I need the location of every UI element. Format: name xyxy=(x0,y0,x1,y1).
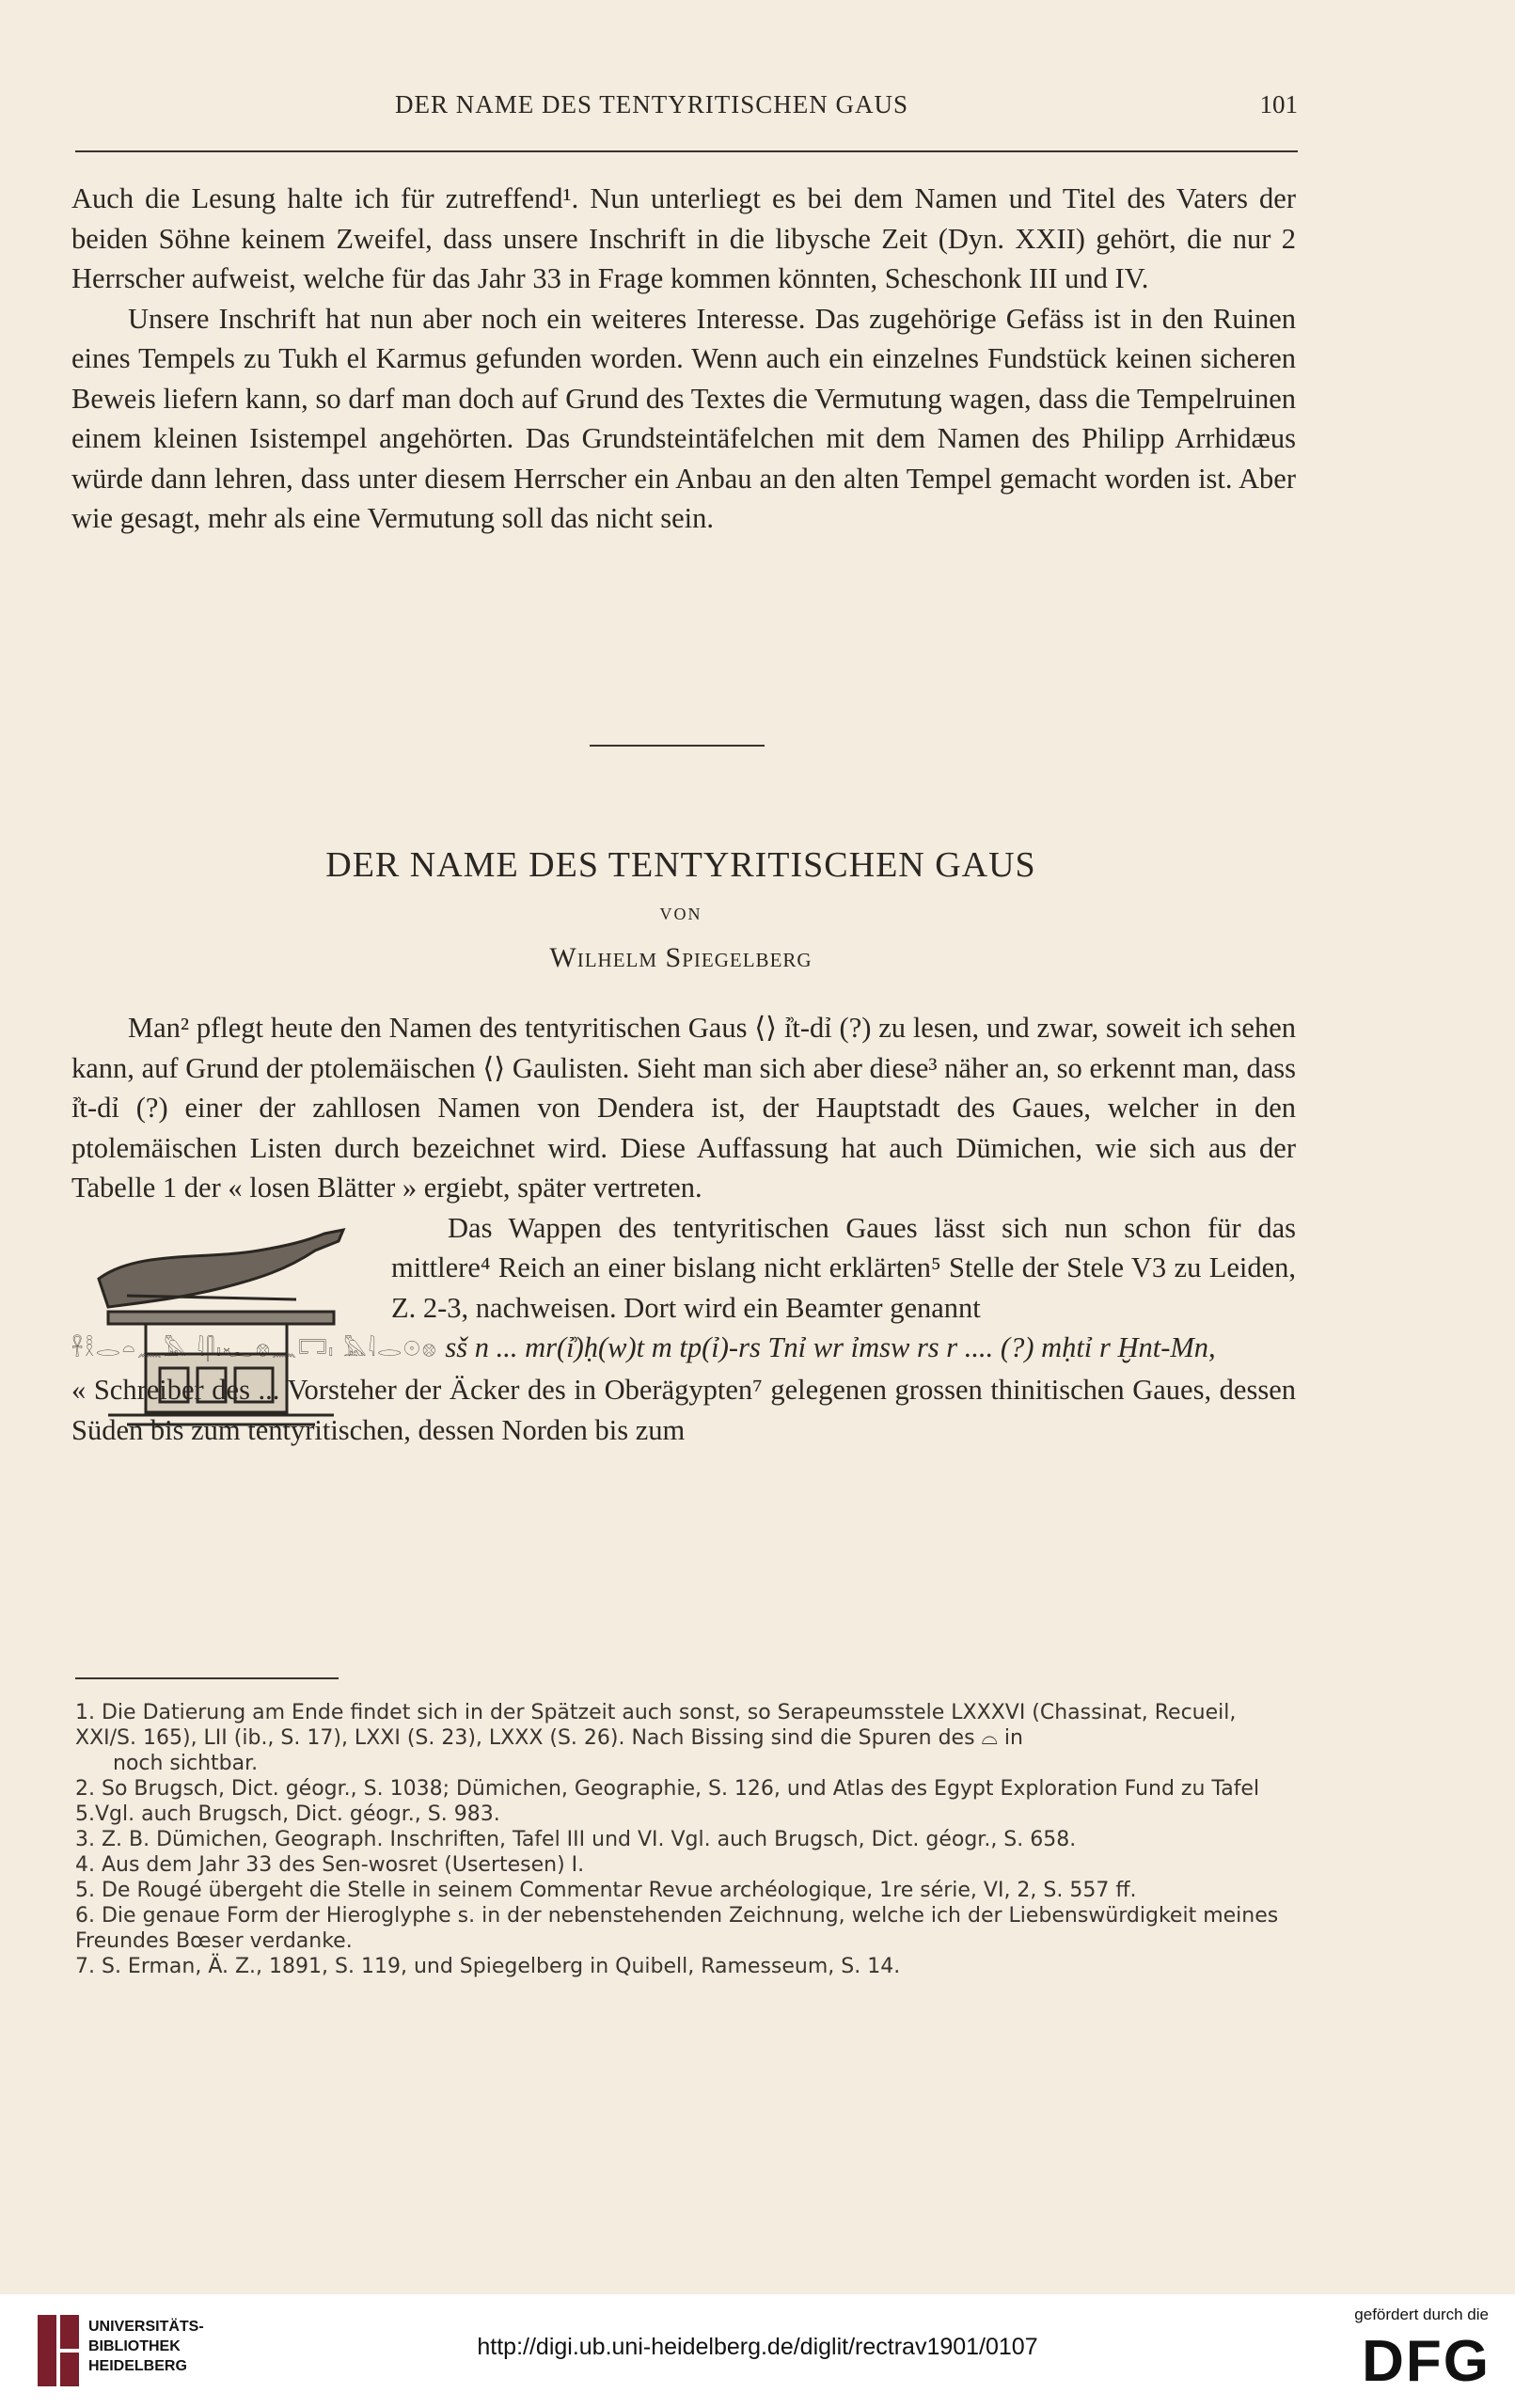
transliteration: sš n ... mr(ỉ͗)ḥ(w)t m tp(ỉ)-rs Tnỉ wr ỉmsw rs r .... (?) mḥtỉ r Ḫnt-Mn, xyxy=(445,1331,1216,1363)
header-rule xyxy=(75,150,1298,152)
paragraph: Unsere Inschrift hat nun aber noch ein weiteres Interesse. Das zugehörige Gefäss ist in den Ruinen eines Tempels zu Tukh el Karmus gefunden worden. Wenn auch ein einzelnes Fundstück keinen sicheren Beweis liefern kann, so darf man doch auf Grund des Textes die Vermutung wagen, dass die Tempelruinen einem kleinen Isistempel angehörten. Das Grundsteintäfelchen mit dem Namen des Philipp Arrhidæus würde dann lehren, dass unter diesem Herrscher ein Anbau an den alten Tempel gemacht worden ist. Aber wie gesagt, mehr als eine Vermutung soll das nicht sein. xyxy=(71,302,1296,534)
footnote: 1. Die Datierung am Ende findet sich in der Spätzeit auch sonst, so Serapeumsstele LXXXVI (Chassinat, Recueil, XXI/S. 165), LII (ib., S. 17), LXXI (S. 23), LXXX (S. 26). Nach Bissing sind die Spuren des ⌓ in xyxy=(75,1701,1237,1750)
footnote: noch sichtbar. xyxy=(113,1752,259,1775)
footnotes xyxy=(75,1700,1298,1979)
library-name: UNIVERSITÄTS- BIBLIOTHEK HEIDELBERG xyxy=(88,2319,204,2374)
funded-by-label: gefördert durch die xyxy=(1354,2306,1489,2323)
footnote: 2. So Brugsch, Dict. géogr., S. 1038; Dümichen, Geographie, S. 126, und Atlas des Egypt Exploration Fund zu Tafel 5.Vgl. auch Brugsch, Dict. géogr., S. 983. xyxy=(75,1777,1260,1826)
footnote: 7. S. Erman, Ä. Z., 1891, S. 119, und Spiegelberg in Quibell, Ramesseum, S. 14. xyxy=(75,1955,901,1978)
footnote: 4. Aus dem Jahr 33 des Sen-wosret (Usertesen) I. xyxy=(75,1853,585,1877)
article-author: Wilhelm Spiegelberg xyxy=(549,942,813,973)
permalink-url[interactable]: http://digi.ub.uni-heidelberg.de/diglit/rectrav1901/0107 xyxy=(477,2334,1038,2360)
footnote: 5. De Rougé übergeht die Stelle in seinem Commentar Revue archéologique, 1re série, VI, 2, S. 557 ff. xyxy=(75,1879,1137,1902)
hieroglyph-group: 𓋹𓎛𓂋𓏏𓈖𓅓 𓇋𓋴𓏤𓆑𓊖𓈖𓉐𓏤 𓅓𓇋𓂋𓇳𓊖 xyxy=(71,1337,438,1361)
footnote-rule xyxy=(75,1677,339,1679)
dfg-logo: DFG xyxy=(1362,2329,1491,2394)
paragraph: Man² pflegt heute den Namen des tentyritischen Gaus ⟨⟩ ỉ͗t-dỉ (?) zu lesen, und zwar, soweit ich sehen kann, auf Grund der ptolemäischen ⟨⟩ Gaulisten. Sieht man sich aber diese³ näher an, so erkennt man, dass ỉ͗t-dỉ (?) einer der zahllosen Namen von Dendera ist, der Hauptstadt des Gaues, welcher in den ptolemäischen Listen durch bezeichnet wird. Diese Auffassung hat auch Dümichen, wie sich aus der Tabelle 1 der « losen Blätter » ergiebt, später vertreten. xyxy=(71,1012,1296,1204)
running-header xyxy=(75,90,1298,128)
footnote: 6. Die genaue Form der Hieroglyphe s. in der nebenstehenden Zeichnung, welche ich der Liebenswürdigkeit meines Freundes Bœser verdanke. xyxy=(75,1904,1279,1953)
byline-von: VON xyxy=(659,905,702,923)
running-title: DER NAME DES TENTYRITISCHEN GAUS xyxy=(395,90,909,118)
paragraph: « Schreiber des ... Vorsteher der Äcker des in Oberägypten⁷ gelegenen grossen thinitischen Gaues, dessen Süden bis zum tentyritischen, dessen Norden bis zum xyxy=(71,1374,1296,1446)
paragraph: Das Wappen des tentyritischen Gaues lässt sich nun schon für das mittlere⁴ Reich an einer bislang nicht erklärten⁵ Stelle der Stele V3 zu Leiden, Z. 2-3, nachweisen. Dort wird ein Beamter genannt xyxy=(391,1211,1296,1324)
article-body xyxy=(71,1008,1296,1450)
footnote: 3. Z. B. Dümichen, Geograph. Inschriften, Tafel III und VI. Vgl. auch Brugsch, Dict. géogr., S. 658. xyxy=(75,1828,1077,1851)
paragraph: Auch die Lesung halte ich für zutreffend¹. Nun unterliegt es bei dem Namen und Titel des Vaters der beiden Söhne keinem Zweifel, dass unsere Inschrift in die libysche Zeit (Dyn. XXII) gehört, die nur 2 Herrscher aufweist, welche für das Jahr 33 in Frage kommen könnten, Scheschonk III und IV. xyxy=(71,182,1296,294)
previous-article-text xyxy=(71,179,1296,539)
article-title: DER NAME DES TENTYRITISCHEN GAUS xyxy=(325,845,1036,885)
page-number: 101 xyxy=(1259,90,1298,118)
article-separator xyxy=(590,745,765,747)
footer-bar xyxy=(0,2294,1515,2408)
